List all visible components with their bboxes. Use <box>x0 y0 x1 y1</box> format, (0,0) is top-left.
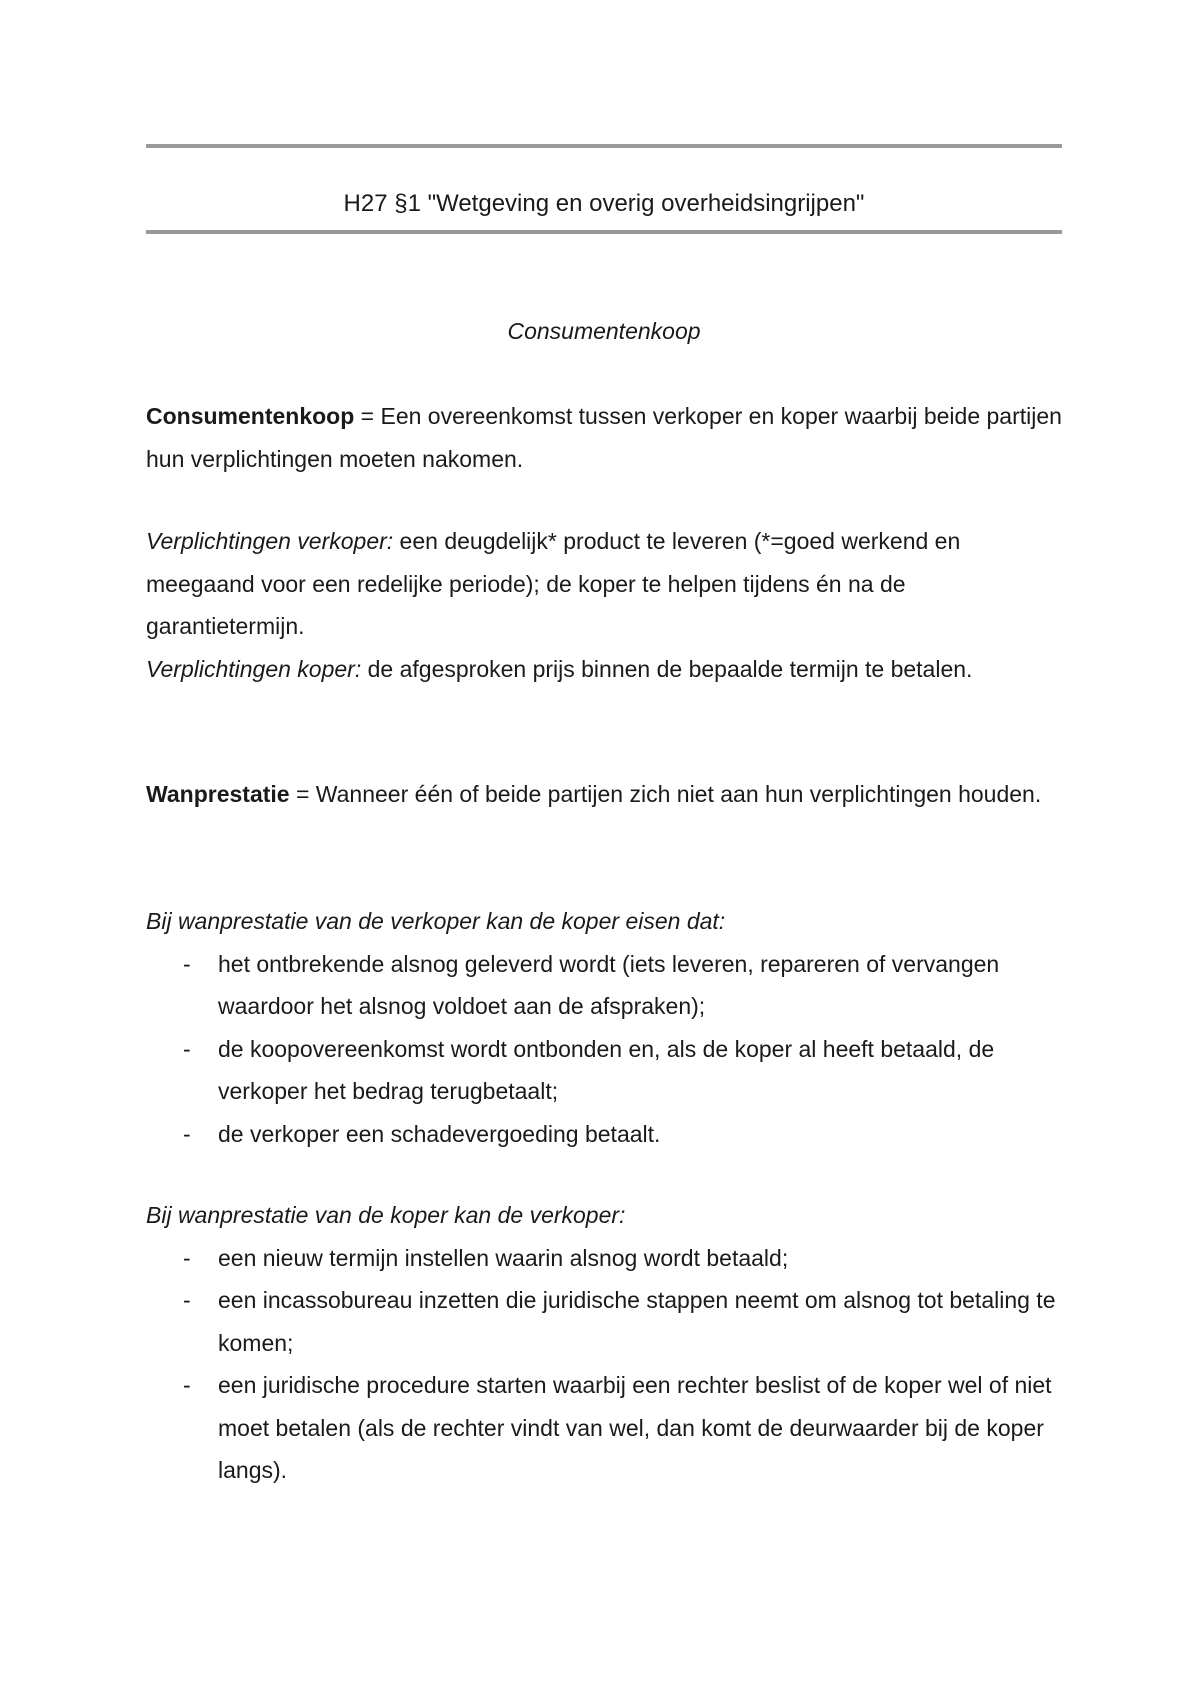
page-title: H27 §1 "Wetgeving en overig overheidsingrijpen" <box>343 190 865 217</box>
title-divider <box>146 230 1062 234</box>
list-item-text: een juridische procedure starten waarbij een rechter beslist of de koper wel of niet moet betalen (als de rechter vindt van wel, dan komt de deurwaarder bij de koper langs). <box>218 1372 1052 1483</box>
seller-breach-list <box>146 943 1062 1156</box>
buyer-breach-section <box>146 1194 1062 1492</box>
dash-bullet: - <box>183 950 191 977</box>
list-item <box>146 1364 1062 1492</box>
list-item-text: de koopovereenkomst wordt ontbonden en, als de koper al heeft betaald, de verkoper het bedrag terugbetaalt; <box>218 1035 995 1104</box>
dash-bullet: - <box>183 1120 191 1147</box>
seller-obligations-label: Verplichtingen verkoper: <box>146 528 394 554</box>
list-item <box>146 1113 1062 1156</box>
definition-wanprestatie <box>146 773 1062 816</box>
definition-text: = Wanneer één of beide partijen zich niet aan hun verplichtingen houden. <box>289 781 1042 807</box>
seller-obligations-text: een deugdelijk* product te leveren (*=goed werkend en meegaand voor een redelijke periode); de koper te helpen tijdens én na de garantietermijn. <box>146 528 961 639</box>
list-item-text: het ontbrekende alsnog geleverd wordt (iets leveren, repareren of vervangen waardoor het alsnog voldoet aan de afspraken); <box>218 950 1000 1019</box>
dash-bullet: - <box>183 1372 191 1398</box>
definition-term: Consumentenkoop <box>146 403 355 429</box>
list-item <box>146 1028 1062 1113</box>
list-item <box>146 1237 1062 1280</box>
list-item-text: een nieuw termijn instellen waarin alsnog wordt betaald; <box>218 1244 789 1271</box>
obligations-seller <box>146 520 1062 648</box>
definition-consumentenkoop <box>146 395 1062 480</box>
buyer-obligations-label: Verplichtingen koper: <box>146 656 362 682</box>
dash-bullet: - <box>183 1244 191 1271</box>
section-subtitle: Consumentenkoop <box>507 318 701 344</box>
list-item-text: een incassobureau inzetten die juridische stappen neemt om alsnog tot betaling te komen; <box>218 1287 1056 1356</box>
list-item <box>146 943 1062 1028</box>
document-page <box>146 0 1062 1696</box>
dash-bullet: - <box>183 1035 191 1062</box>
list-item-text: de verkoper een schadevergoeding betaalt. <box>218 1120 661 1147</box>
list-item <box>146 1279 1062 1364</box>
definition-term: Wanprestatie <box>146 781 290 807</box>
definition-text: = Een overeenkomst tussen verkoper en koper waarbij beide partijen hun verplichtingen moeten nakomen. <box>146 403 1062 472</box>
buyer-obligations-text: de afgesproken prijs binnen de bepaalde termijn te betalen. <box>361 656 973 682</box>
dash-bullet: - <box>183 1287 191 1313</box>
seller-breach-section <box>146 900 1062 1155</box>
buyer-breach-intro: Bij wanprestatie van de koper kan de verkoper: <box>146 1202 626 1228</box>
top-divider <box>146 144 1062 148</box>
seller-breach-intro: Bij wanprestatie van de verkoper kan de koper eisen dat: <box>146 908 726 934</box>
buyer-breach-list <box>146 1237 1062 1492</box>
obligations-buyer <box>146 648 1062 691</box>
